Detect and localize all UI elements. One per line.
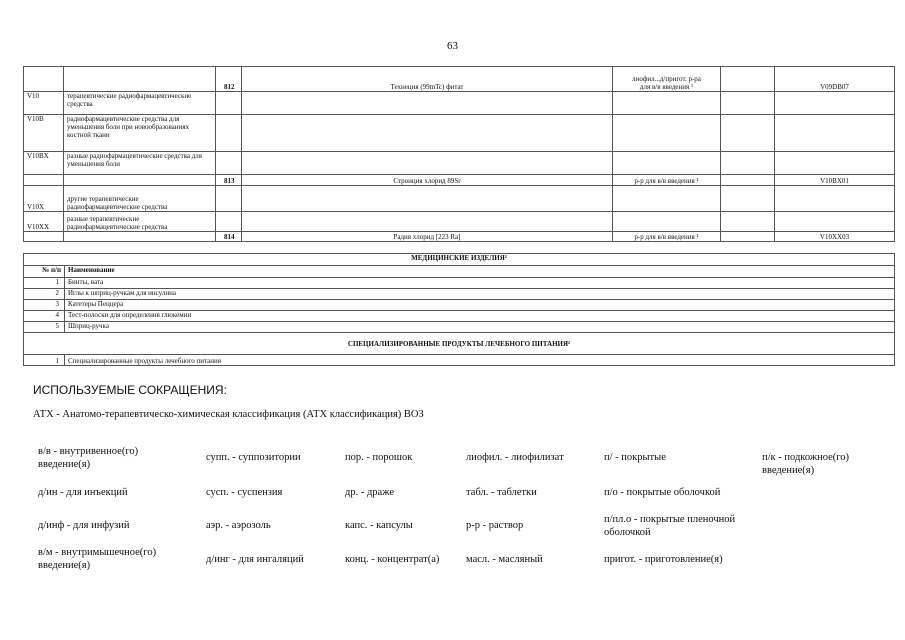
drug-name: Технеция (99mTc) фитат — [242, 67, 613, 92]
drug-name: Стронция хлорид 89Sr — [242, 175, 613, 186]
abbreviation: сусп. - суспензия — [206, 487, 283, 498]
table-row — [24, 115, 895, 152]
abbreviation: аэр. - аэрозоль — [206, 520, 271, 531]
atc-code: V09DB07 — [775, 67, 895, 92]
table-row — [24, 311, 895, 322]
nutrition-title: СПЕЦИАЛИЗИРОВАННЫЕ ПРОДУКТЫ ЛЕЧЕБНОГО ПИТАНИЯ² — [24, 333, 895, 355]
abbreviation: табл. - таблетки — [466, 487, 537, 498]
atc-code: V10XX03 — [775, 232, 895, 242]
item-index: 5 — [24, 322, 65, 333]
table-row — [24, 278, 895, 289]
abbreviation: д/инг - для ингаляций — [206, 554, 304, 565]
table-row — [24, 266, 895, 278]
item-index: 1 — [24, 355, 65, 366]
abbreviation: пригот. - приготовление(я) — [604, 554, 723, 565]
item-name: Специализированные продукты лечебного питания — [65, 355, 895, 366]
atc-code: V10BX01 — [775, 175, 895, 186]
abbreviation: п/пл.о - покрытые пленочной оболочкой — [604, 514, 736, 538]
abbreviation: в/м - внутримышечное(го) введение(я) — [38, 547, 157, 571]
abbreviation: в/в - внутривенное(го) введение(я) — [38, 446, 139, 470]
item-name: Иглы к шприц-ручкам для инсулина — [65, 289, 895, 300]
table-row — [24, 175, 895, 186]
table-row — [24, 322, 895, 333]
drug-form: р-р для в/в введения ¹ — [613, 175, 721, 186]
table-row — [24, 186, 895, 212]
drug-form: лиофил...д/пригот. р-ра для в/в введения ¹ — [613, 67, 721, 92]
medical-devices-table — [23, 253, 895, 366]
item-name: Катетеры Пеццера — [65, 300, 895, 311]
abbreviation: п/к - подкожное(го) введение(я) — [762, 452, 850, 476]
table-row — [24, 212, 895, 232]
group-desc: радиофармацевтические средства для уменьшения боли при новообразованиях костной ткани — [64, 115, 216, 152]
table-row — [24, 333, 895, 355]
group-desc: терапевтические радиофармацевтические средства — [64, 92, 216, 115]
abbreviation: др. - драже — [345, 487, 394, 498]
abbreviation: д/инф - для инфузий — [38, 520, 130, 531]
abbreviation: масл. - масляный — [466, 554, 543, 565]
abbreviation: супп. - суппозитории — [206, 452, 301, 463]
abbreviation: конц. - концентрат(а) — [345, 554, 440, 565]
group-code: V10BX — [24, 152, 64, 175]
table-row — [24, 300, 895, 311]
abbreviation: д/ин - для инъекций — [38, 487, 128, 498]
group-code: V10XX — [24, 212, 64, 232]
table-row — [24, 232, 895, 242]
group-code: V10 — [24, 92, 64, 115]
item-index: 3 — [24, 300, 65, 311]
item-index: 1 — [24, 278, 65, 289]
group-desc: разные радиофармацевтические средства для уменьшения боли — [64, 152, 216, 175]
drug-form: р-р для в/в введения ¹ — [613, 232, 721, 242]
drug-number: 813 — [216, 175, 242, 186]
abbreviation: п/ - покрытые — [604, 452, 666, 463]
group-code: V10B — [24, 115, 64, 152]
medical-devices-title: МЕДИЦИНСКИЕ ИЗДЕЛИЯ² — [24, 254, 895, 266]
table-row — [24, 152, 895, 175]
drug-number: 812 — [216, 67, 242, 92]
abbreviation: пор. - порошок — [345, 452, 413, 463]
table-row — [24, 355, 895, 366]
abbreviations-title: ИСПОЛЬЗУЕМЫЕ СОКРАЩЕНИЯ: — [33, 383, 227, 397]
group-desc: разные терапевтические радиофармацевтические средства — [64, 212, 216, 232]
item-name: Бинты, вата — [65, 278, 895, 289]
column-header-name: Наименование — [65, 266, 895, 278]
page-number: 63 — [447, 40, 458, 52]
abbreviation: р-р - раствор — [466, 520, 524, 531]
table-row — [24, 67, 895, 92]
table-row — [24, 92, 895, 115]
table-row — [24, 289, 895, 300]
table-row — [24, 254, 895, 266]
group-desc: другие терапевтические радиофармацевтические средства — [64, 186, 216, 212]
group-code: V10X — [24, 186, 64, 212]
item-name: Тест-полоски для определения глюкемии — [65, 311, 895, 322]
item-name: Шприц-ручка — [65, 322, 895, 333]
drug-name: Радия хлорид [223 Ra] — [242, 232, 613, 242]
atc-definition: АТХ - Анатомо-терапевтическо-химическая классификация (АТХ классификация) ВОЗ — [33, 409, 424, 420]
item-index: 2 — [24, 289, 65, 300]
item-index: 4 — [24, 311, 65, 322]
drug-table — [23, 66, 895, 242]
column-header-num: № п/п — [24, 266, 65, 278]
abbreviation: п/о - покрытые оболочкой — [604, 487, 721, 498]
abbreviation: лиофил. - лиофилизат — [466, 452, 564, 463]
drug-number: 814 — [216, 232, 242, 242]
abbreviation: капс. - капсулы — [345, 520, 413, 531]
